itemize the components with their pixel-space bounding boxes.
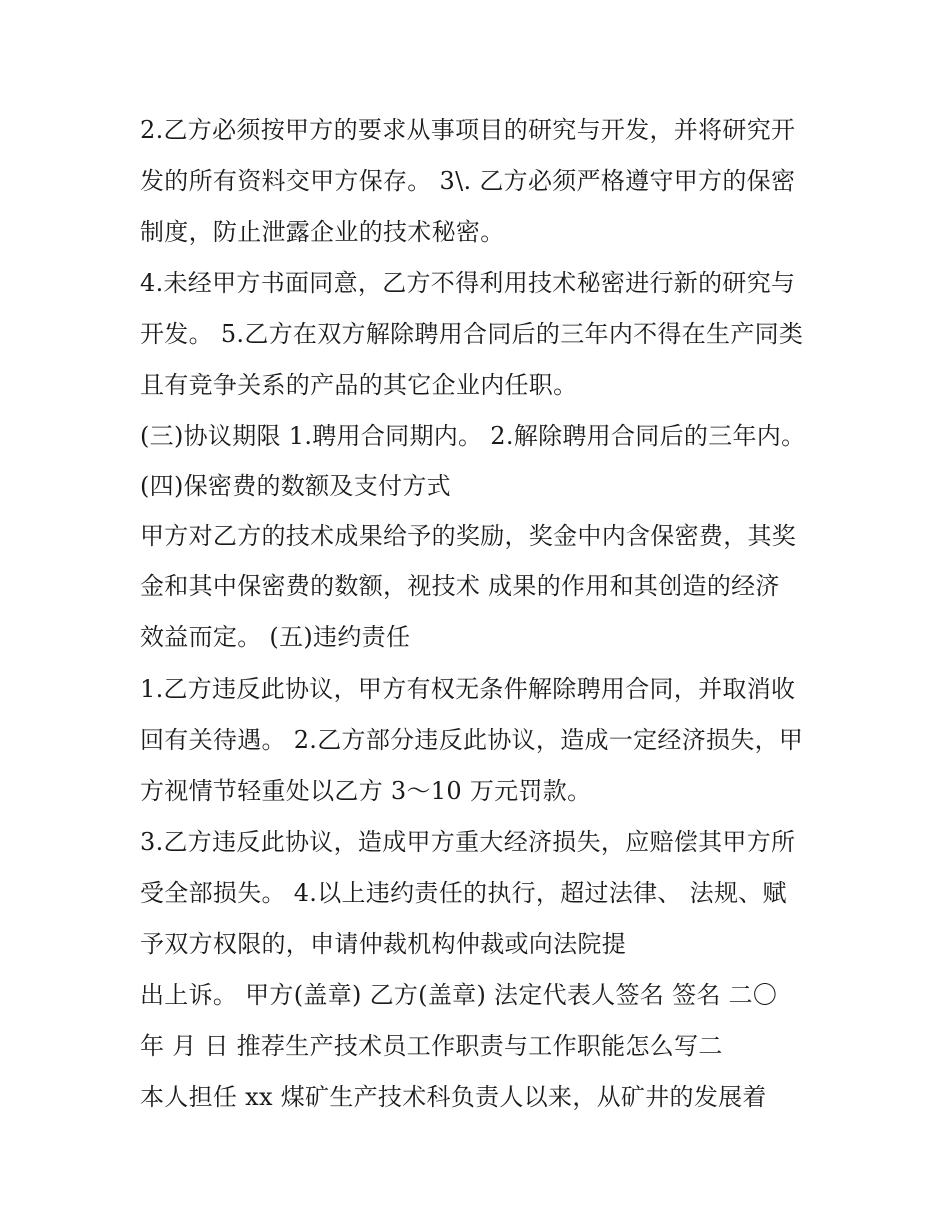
text-line: 受全部损失。 4.以上违约责任的执行，超过法律、 法规、赋 — [140, 879, 787, 907]
text-line: 效益而定。 (五)违约责任 — [140, 623, 411, 651]
text-line: 本人担任 xx 煤矿生产技术科负责人以来，从矿井的发展着 — [140, 1083, 767, 1111]
text-line: 且有竞争关系的产品的其它企业内任职。 — [140, 371, 578, 399]
text-line: 予双方权限的，申请仲裁机构仲裁或向法院提 — [140, 930, 626, 958]
text-line: 方视情节轻重处以乙方 3～10 万元罚款。 — [140, 777, 592, 805]
text-line: 甲方对乙方的技术成果给予的奖励，奖金中内含保密费，其奖 — [140, 522, 797, 550]
date-line: 年 月 日 推荐生产技术员工作职责与工作职能怎么写二 — [140, 1032, 723, 1060]
text-line: 金和其中保密费的数额，视技术 成果的作用和其创造的经济 — [140, 572, 780, 600]
text-line: 1.乙方违反此协议，甲方有权无条件解除聘用合同，并取消收 — [140, 675, 796, 703]
text-line: 4.未经甲方书面同意，乙方不得利用技术秘密进行新的研究与 — [140, 269, 796, 297]
text-line: 开发。 5.乙方在双方解除聘用合同后的三年内不得在生产同类 — [140, 320, 804, 348]
text-line: 发的所有资料交甲方保存。 3\. 乙方必须严格遵守甲方的保密 — [140, 167, 796, 195]
text-line: 3.乙方违反此协议，造成甲方重大经济损失，应赔偿其甲方所 — [140, 828, 796, 856]
text-line: 2.乙方必须按甲方的要求从事项目的研究与开发，并将研究开 — [140, 116, 796, 144]
text-line: (三)协议期限 1.聘用合同期内。 2.解除聘用合同后的三年内。 — [140, 422, 806, 450]
text-line: 回有关待遇。 2.乙方部分违反此协议，造成一定经济损失，甲 — [140, 726, 804, 754]
section-heading: (四)保密费的数额及支付方式 — [140, 472, 451, 500]
signature-line: 出上诉。 甲方(盖章) 乙方(盖章) 法定代表人签名 签名 二〇 — [140, 981, 778, 1009]
text-line: 制度，防止泄露企业的技术秘密。 — [140, 218, 505, 246]
